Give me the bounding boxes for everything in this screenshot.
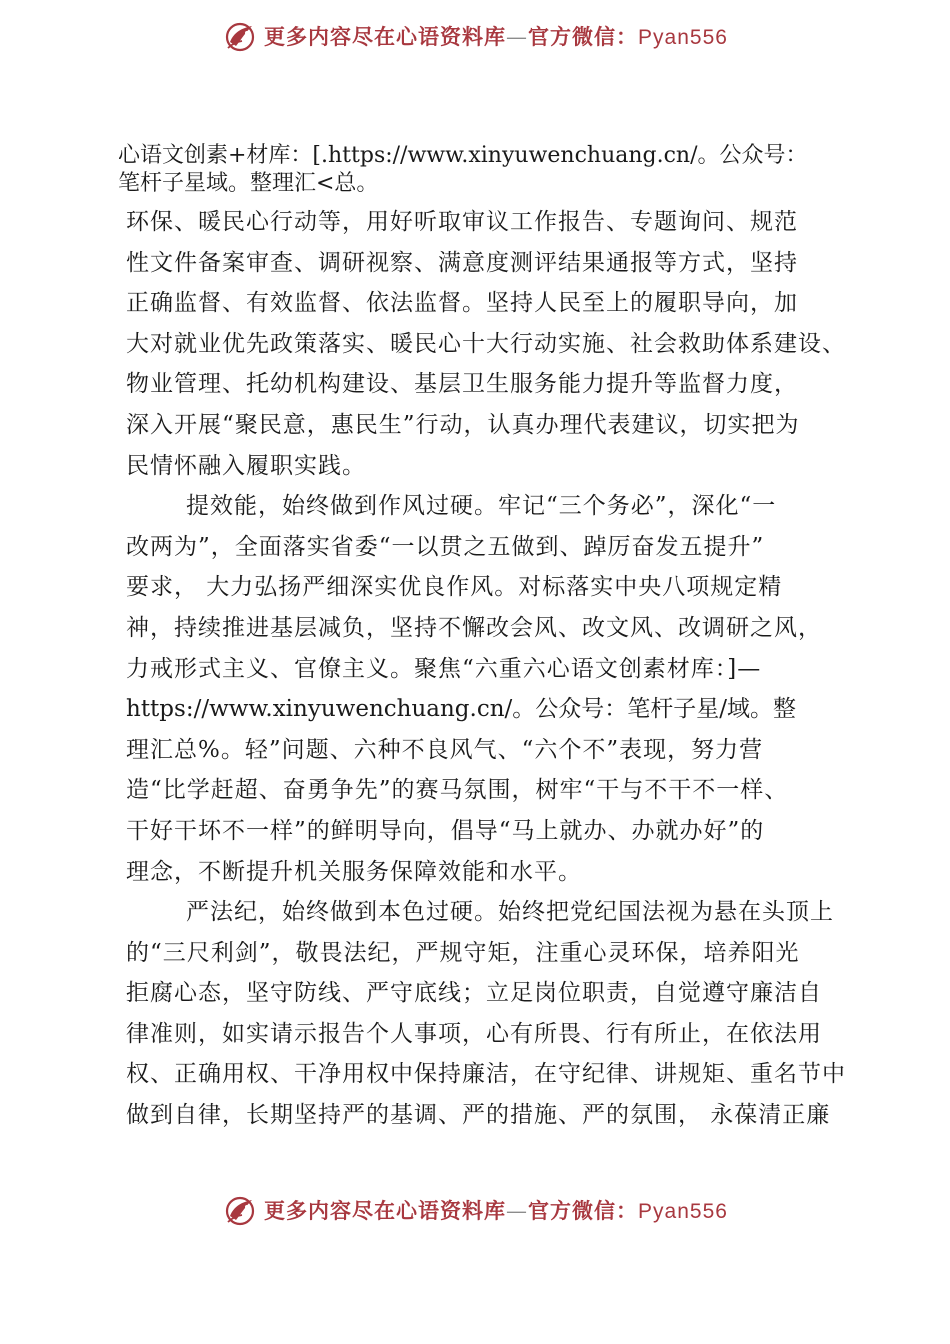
text-line: 理念，不断提升机关服务保障效能和水平。 xyxy=(126,858,582,885)
source-line-2: 笔杆子星域。整理汇<总。 xyxy=(118,171,379,196)
text-line: 造“比学赶超、奋勇争先”的赛马氛围，树牢“干与不干不一样、 xyxy=(126,777,789,804)
document-body xyxy=(118,142,862,1136)
text-line: 正确监督、有效监督、依法监督。坚持人民至上的履职导向，加 xyxy=(126,290,798,317)
text-line: 严法纪，始终做到本色过硬。始终把党纪国法视为悬在头顶上 xyxy=(186,899,834,926)
text-line: 的“三尺利剑”，敬畏法纪，严规守矩，注重心灵环保，培养阳光 xyxy=(126,939,800,966)
text-line: 权、正确用权、干净用权中保持廉洁，在守纪律、讲规矩、重名节中 xyxy=(126,1061,846,1088)
text-line: 干好干坏不一样”的鲜明导向，倡导“马上就办、办就办好”的 xyxy=(126,817,765,844)
text-line: 性文件备案审查、调研视察、满意度测评结果通报等方式，坚持 xyxy=(126,249,798,276)
text-line: 深入开展“聚民意，惠民生”行动，认真办理代表建议，切实把为 xyxy=(126,411,800,438)
text-line: 律准则，如实请示报告个人事项，心有所畏、行有所止，在依法用 xyxy=(126,1020,822,1047)
paragraph-3 xyxy=(118,892,862,1136)
banner-dash: — xyxy=(506,1199,529,1223)
banner-wechat-id: Pyan556 xyxy=(638,26,728,49)
text-line: 提效能，始终做到作风过硬。牢记“三个务必”，深化“一 xyxy=(186,493,777,520)
text-line: https://www.xinyuwenchuang.cn/。公众号：笔杆子星/域。整 xyxy=(126,696,797,723)
banner-dash: — xyxy=(506,25,529,49)
library-logo-icon xyxy=(222,1192,258,1228)
text-line: 拒腐心态，坚守防线、严守底线；立足岗位职责，自觉遵守廉洁自 xyxy=(126,980,822,1007)
text-line: 理汇总%。轻”问题、六种不良风气、“六个不”表现，努力营 xyxy=(126,736,764,763)
banner-wechat-label: 官方微信： xyxy=(528,24,639,49)
paragraph-1 xyxy=(118,202,862,486)
banner-wechat-label: 官方微信： xyxy=(528,1198,639,1223)
banner-wechat-id: Pyan556 xyxy=(638,1200,728,1223)
text-line: 改两为”，全面落实省委“一以贯之五做到、踔厉奋发五提升” xyxy=(126,533,765,560)
banner-text xyxy=(264,1195,728,1225)
banner-text xyxy=(264,21,728,51)
top-banner xyxy=(0,14,950,58)
text-line: 力戒形式主义、官僚主义。聚焦“六重六心语文创素材库：]— xyxy=(126,655,762,682)
text-line: 神，持续推进基层减负，坚持不懈改会风、改文风、改调研之风， xyxy=(126,614,822,641)
paragraph-2 xyxy=(118,486,862,892)
bottom-banner xyxy=(0,1188,950,1232)
text-line: 做到自律，长期坚持严的基调、严的措施、严的氛围， 永葆清正廉 xyxy=(126,1102,831,1129)
library-logo-icon xyxy=(222,18,258,54)
source-line-1: 心语文创素+材库：[.https://www.xinyuwenchuang.cn/。公众号： xyxy=(118,143,808,168)
banner-title: 更多内容尽在心语资料库 xyxy=(264,24,507,49)
text-line: 物业管理、托幼机构建设、基层卫生服务能力提升等监督力度， xyxy=(126,371,798,398)
text-line: 民情怀融入履职实践。 xyxy=(126,452,366,479)
banner-title: 更多内容尽在心语资料库 xyxy=(264,1198,507,1223)
text-line: 要求， 大力弘扬严细深实优良作风。对标落实中央八项规定精 xyxy=(126,574,783,601)
text-line: 大对就业优先政策落实、暖民心十大行动实施、社会救助体系建设、 xyxy=(126,330,846,357)
text-line: 环保、暖民心行动等，用好听取审议工作报告、专题询问、规范 xyxy=(126,209,798,235)
